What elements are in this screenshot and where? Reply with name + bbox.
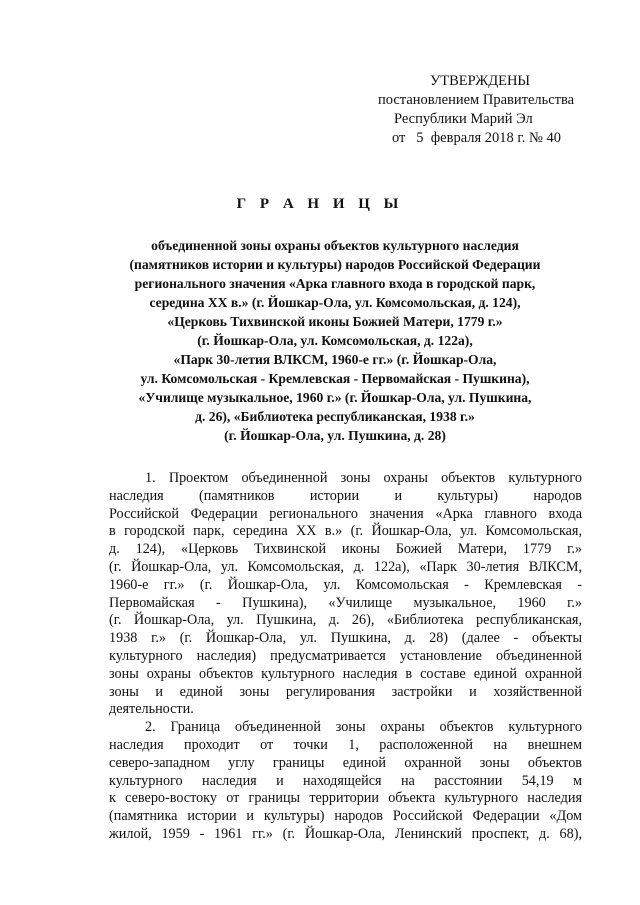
paragraph-line: Российской Федерации регионального значения «Арка главного входа <box>109 505 582 522</box>
paragraph-line: 1. Проектом объединенной зоны охраны объектов культурного <box>145 470 582 486</box>
approval-republic-line: Республики Марий Эл <box>394 111 533 127</box>
paragraph-line: зоны охраны объектов культурного наследия в составе единой охранной <box>109 665 582 682</box>
paragraph-line: северо-западном углу границы единой охранной зоны объектов <box>109 754 582 771</box>
paragraph-line: в городской парк, середина XX в.» (г. Йошкар-Ола, ул. Комсомольская, <box>109 523 582 540</box>
subtitle-line: «Парк 30-летия ВЛКСМ, 1960-е гг.» (г. Йошкар-Ола, <box>173 352 497 367</box>
approval-date-line: от 5 февраля 2018 г. № 40 <box>392 130 561 146</box>
subtitle-line: регионального значения «Арка главного входа в городской парк, <box>134 276 536 291</box>
paragraph-line: жилой, 1959 - 1961 гг.» (г. Йошкар-Ола, Ленинский проспект, д. 68), <box>109 825 582 842</box>
paragraph-line: 2. Граница объединенной зоны охраны объектов культурного <box>145 719 582 736</box>
subtitle-line: «Училище музыкальное, 1960 г.» (г. Йошкар-Ола, ул. Пушкина, <box>138 390 532 405</box>
subtitle-line: (г. Йошкар-Ола, ул. Комсомольская, д. 122а), <box>197 333 473 348</box>
subtitle-line: (памятников истории и культуры) народов Российской Федерации <box>129 257 541 272</box>
paragraph-line: к северо-востоку от границы территории объекта культурного наследия <box>109 790 582 807</box>
paragraph-line: Первомайская - Пушкина), «Училище музыкальное, 1960 г.» <box>109 594 582 611</box>
subtitle-line: ул. Комсомольская - Кремлевская - Первомайская - Пушкина), <box>140 371 530 386</box>
subtitle-line: середина XX в.» (г. Йошкар-Ола, ул. Комсомольская, д. 124), <box>149 295 521 310</box>
paragraph-line: культурного наследия) предусматривается установление объединенной <box>109 647 582 664</box>
paragraph-line: (г. Йошкар-Ола, ул. Комсомольская, д. 122а), «Парк 30-летия ВЛКСМ, <box>109 558 582 575</box>
document-body <box>109 470 582 844</box>
approval-decree-line: постановлением Правительства <box>378 92 575 108</box>
subtitle-line: «Церковь Тихвинской иконы Божией Матери, 1779 г.» <box>167 314 503 329</box>
paragraph-line: д. 124), «Церковь Тихвинской иконы Божией Матери, 1779 г.» <box>109 541 582 558</box>
paragraph-line: деятельности. <box>109 701 194 718</box>
paragraph-line: (памятника истории и культуры) народов Российской Федерации «Дом <box>109 808 582 825</box>
paragraph-line: зоны и единой зоны регулирования застройки и хозяйственной <box>109 683 582 700</box>
subtitle-line: (г. Йошкар-Ола, ул. Пушкина, д. 28) <box>224 428 446 443</box>
paragraph-line: 1938 г.» (г. Йошкар-Ола, ул. Пушкина, д. 28) (далее - объекты <box>109 630 582 647</box>
paragraph-1 <box>109 470 582 719</box>
approval-title: УТВЕРЖДЕНЫ <box>430 73 531 89</box>
paragraph-line: культурного наследия и находящейся на расстоянии 54,19 м <box>109 772 582 789</box>
subtitle-line: объединенной зоны охраны объектов культурного наследия <box>151 238 519 253</box>
paragraph-line: (г. Йошкар-Ола, ул. Пушкина, д. 26), «Библиотека республиканская, <box>109 612 582 629</box>
approval-block <box>378 72 598 148</box>
document-title: Г Р А Н И Ц Ы <box>236 196 404 212</box>
subtitle-line: д. 26), «Библиотека республиканская, 1938 г.» <box>195 409 475 424</box>
paragraph-2 <box>109 719 582 844</box>
paragraph-line: наследия проходит от точки 1, расположенной на внешнем <box>109 736 582 753</box>
paragraph-line: наследия (памятников истории и культуры) народов <box>109 487 582 504</box>
document-subtitle <box>110 236 560 445</box>
paragraph-line: 1960-е гг.» (г. Йошкар-Ола, ул. Комсомольская - Кремлевская - <box>109 576 582 593</box>
